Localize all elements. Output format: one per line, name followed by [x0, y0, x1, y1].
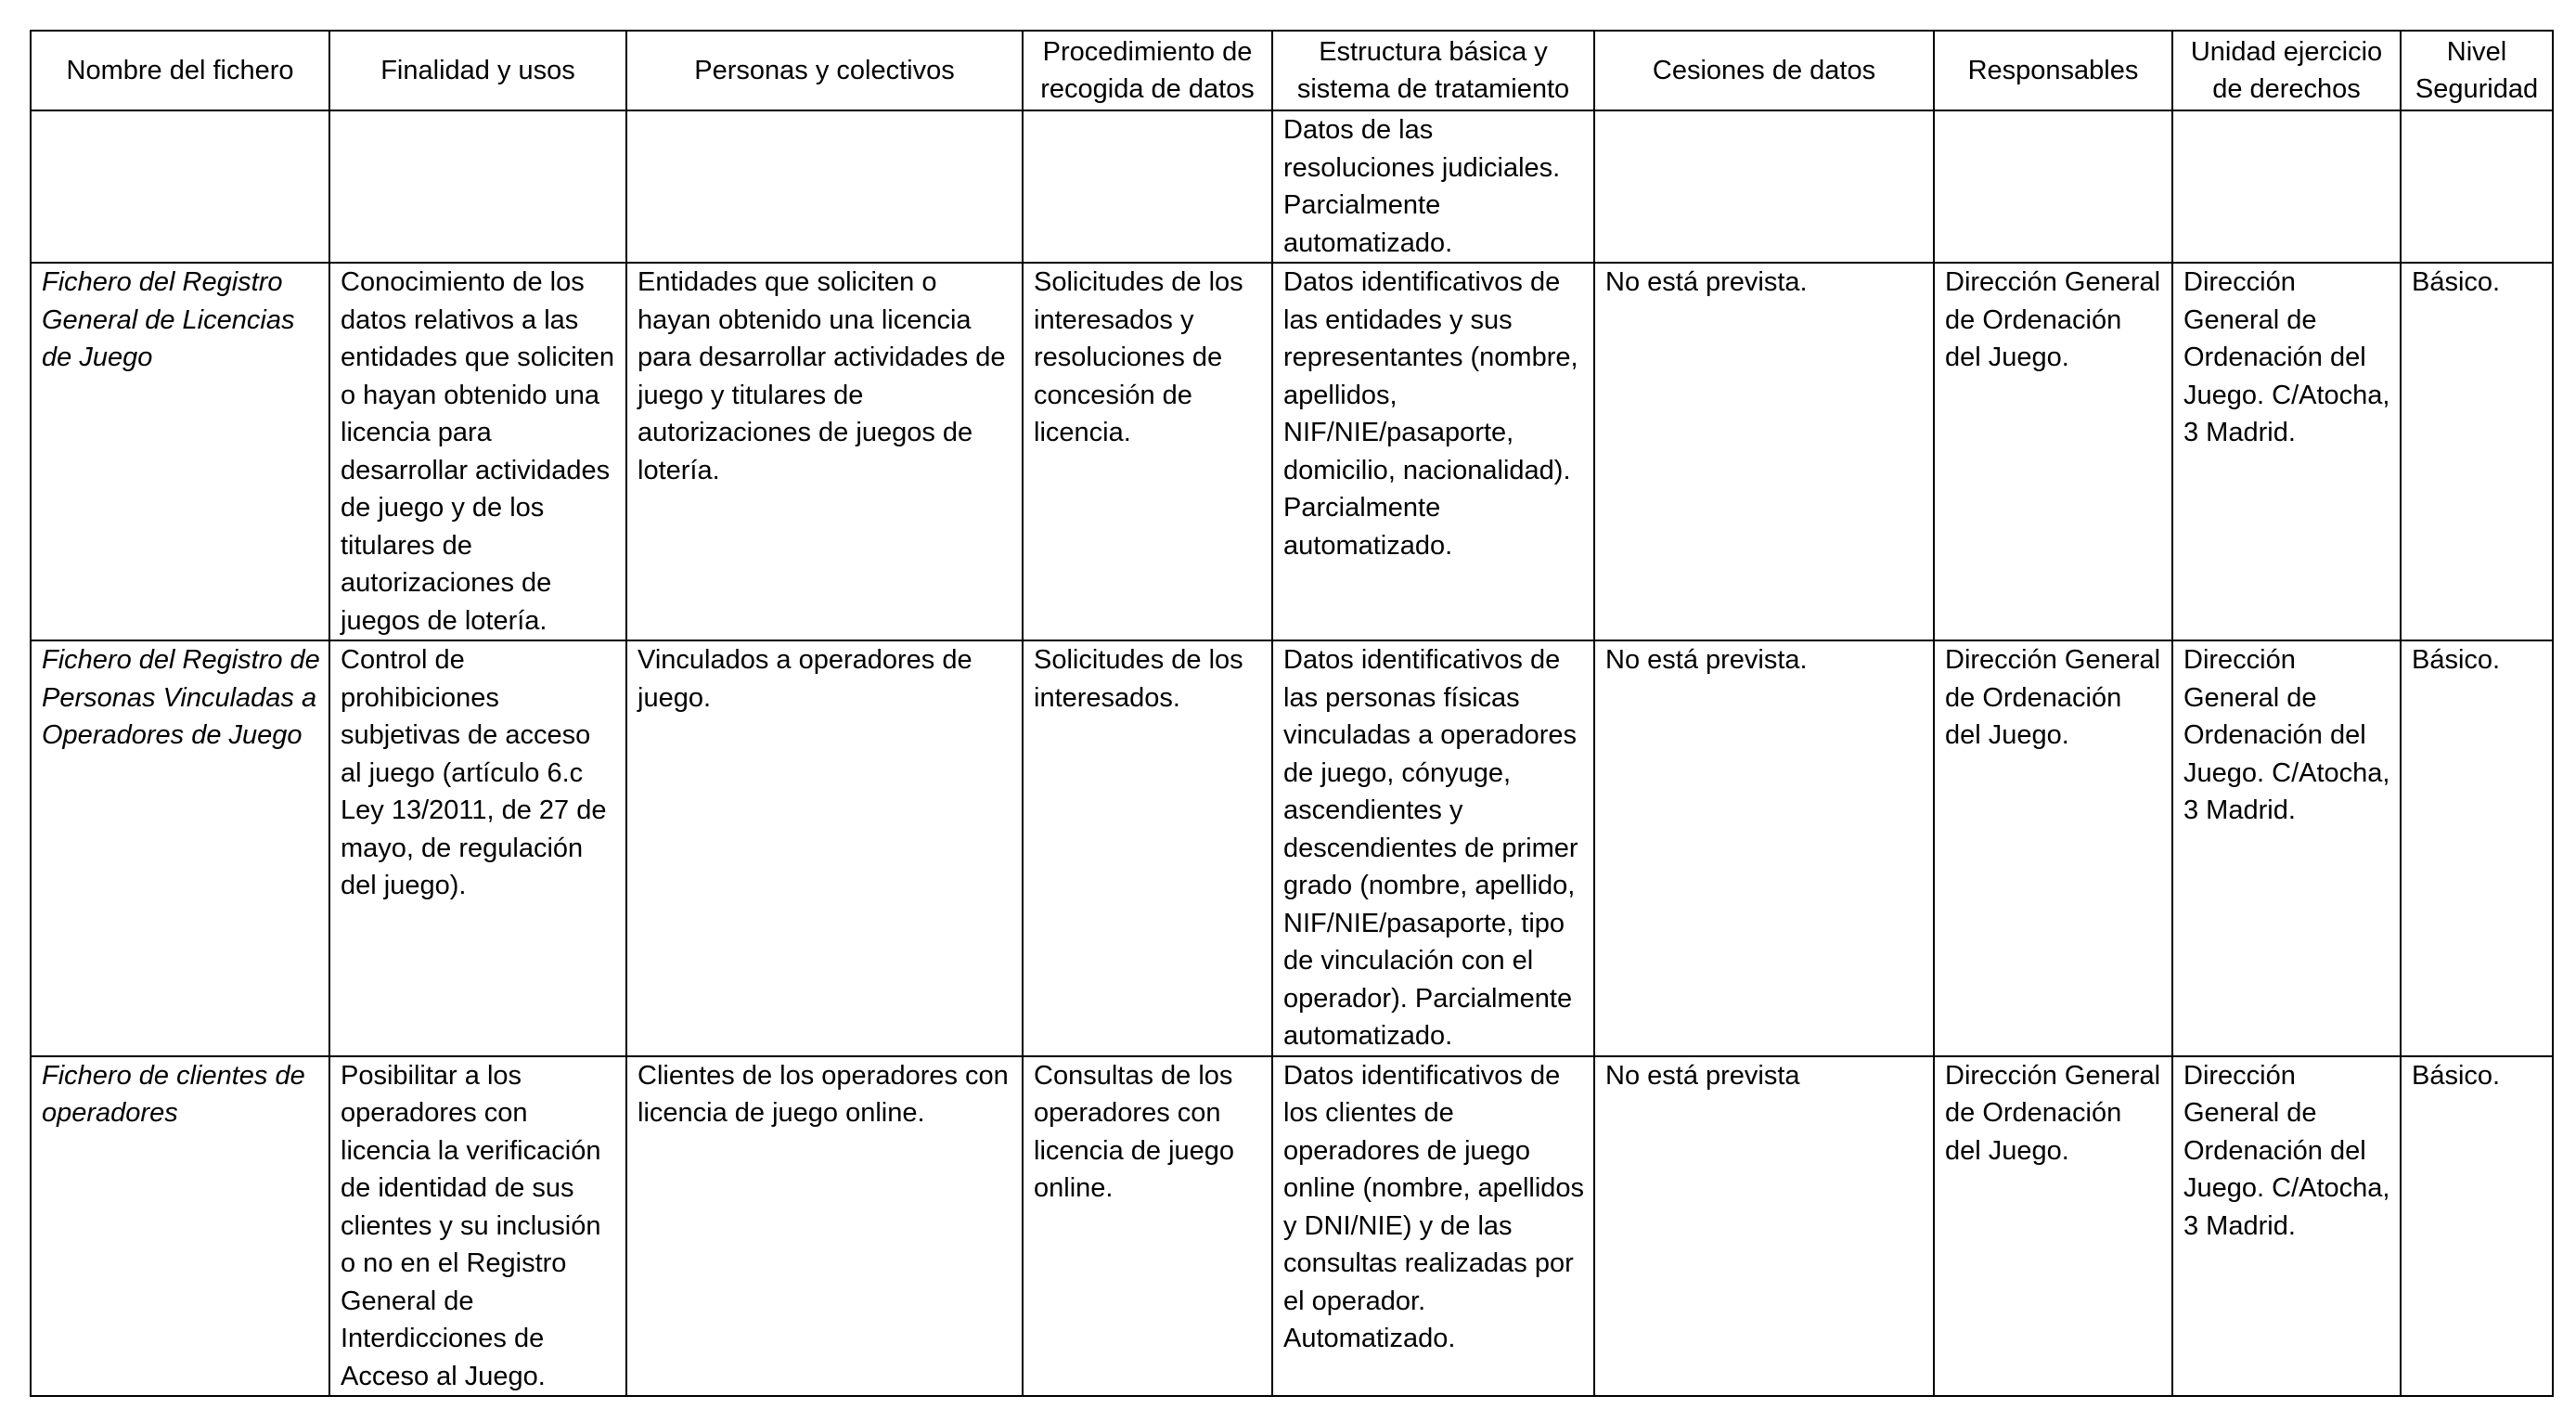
cell-nombre: Fichero de clientes de operadores: [31, 1056, 329, 1397]
files-table: [30, 30, 2554, 1397]
header-responsables: Responsables: [1934, 31, 2172, 110]
cell-unidad: Dirección General de Ordenación del Juego. C/Atocha, 3 Madrid.: [2172, 263, 2401, 640]
cell-cesiones: No está prevista.: [1594, 640, 1934, 1056]
cell-nivel: Básico.: [2401, 263, 2553, 640]
table-row: [31, 640, 2553, 1056]
cell-personas: Entidades que soliciten o hayan obtenido una licencia para desarrollar actividades de juego y titulares de autorizaciones de juegos de lotería.: [626, 263, 1023, 640]
table-row: [31, 263, 2553, 640]
cell-nombre: [31, 110, 329, 263]
cell-responsables: Dirección General de Ordenación del Juego.: [1934, 263, 2172, 640]
header-unidad: Unidad ejercicio de derechos: [2172, 31, 2401, 110]
cell-finalidad: Posibilitar a los operadores con licencia la verificación de identidad de sus clientes y su inclusión o no en el Registro General de Interdicciones de Acceso al Juego.: [329, 1056, 626, 1397]
table-header-row: [31, 31, 2553, 110]
cell-finalidad: Control de prohibiciones subjetivas de acceso al juego (artículo 6.c Ley 13/2011, de 27 de mayo, de regulación del juego).: [329, 640, 626, 1056]
header-procedimiento: Procedimiento de recogida de datos: [1023, 31, 1272, 110]
cell-responsables: Dirección General de Ordenación del Juego.: [1934, 640, 2172, 1056]
header-nombre: Nombre del fichero: [31, 31, 329, 110]
cell-procedimiento: Consultas de los operadores con licencia de juego online.: [1023, 1056, 1272, 1397]
cell-responsables: [1934, 110, 2172, 263]
cell-unidad: [2172, 110, 2401, 263]
cell-estructura: Datos de las resoluciones judiciales. Parcialmente automatizado.: [1272, 110, 1594, 263]
cell-personas: Clientes de los operadores con licencia de juego online.: [626, 1056, 1023, 1397]
cell-personas: [626, 110, 1023, 263]
cell-nivel: Básico.: [2401, 640, 2553, 1056]
cell-personas: Vinculados a operadores de juego.: [626, 640, 1023, 1056]
header-cesiones: Cesiones de datos: [1594, 31, 1934, 110]
cell-nombre: Fichero del Registro General de Licencias de Juego: [31, 263, 329, 640]
cell-responsables: Dirección General de Ordenación del Juego.: [1934, 1056, 2172, 1397]
cell-estructura: Datos identificativos de las entidades y sus representantes (nombre, apellidos, NIF/NIE/pasaporte, domicilio, nacionalidad). Parcialmente automatizado.: [1272, 263, 1594, 640]
cell-nivel: [2401, 110, 2553, 263]
header-personas: Personas y colectivos: [626, 31, 1023, 110]
cell-cesiones: No está prevista: [1594, 1056, 1934, 1397]
cell-finalidad: [329, 110, 626, 263]
table-row: [31, 110, 2553, 263]
cell-cesiones: No está prevista.: [1594, 263, 1934, 640]
cell-procedimiento: [1023, 110, 1272, 263]
header-nivel: Nivel Seguridad: [2401, 31, 2553, 110]
cell-procedimiento: Solicitudes de los interesados y resoluciones de concesión de licencia.: [1023, 263, 1272, 640]
cell-estructura: Datos identificativos de los clientes de operadores de juego online (nombre, apellidos y DNI/NIE) y de las consultas realizadas por el operador. Automatizado.: [1272, 1056, 1594, 1397]
cell-finalidad: Conocimiento de los datos relativos a las entidades que soliciten o hayan obtenido una licencia para desarrollar actividades de juego y de los titulares de autorizaciones de juegos de lotería.: [329, 263, 626, 640]
cell-estructura: Datos identificativos de las personas físicas vinculadas a operadores de juego, cónyuge, ascendientes y descendientes de primer grado (nombre, apellido, NIF/NIE/pasaporte, tipo de vinculación con el operador). Parcialmente automatizado.: [1272, 640, 1594, 1056]
header-estructura: Estructura básica y sistema de tratamiento: [1272, 31, 1594, 110]
cell-nombre: Fichero del Registro de Personas Vinculadas a Operadores de Juego: [31, 640, 329, 1056]
header-finalidad: Finalidad y usos: [329, 31, 626, 110]
cell-unidad: Dirección General de Ordenación del Juego. C/Atocha, 3 Madrid.: [2172, 1056, 2401, 1397]
cell-nivel: Básico.: [2401, 1056, 2553, 1397]
cell-procedimiento: Solicitudes de los interesados.: [1023, 640, 1272, 1056]
table-row: [31, 1056, 2553, 1397]
cell-unidad: Dirección General de Ordenación del Juego. C/Atocha, 3 Madrid.: [2172, 640, 2401, 1056]
cell-cesiones: [1594, 110, 1934, 263]
